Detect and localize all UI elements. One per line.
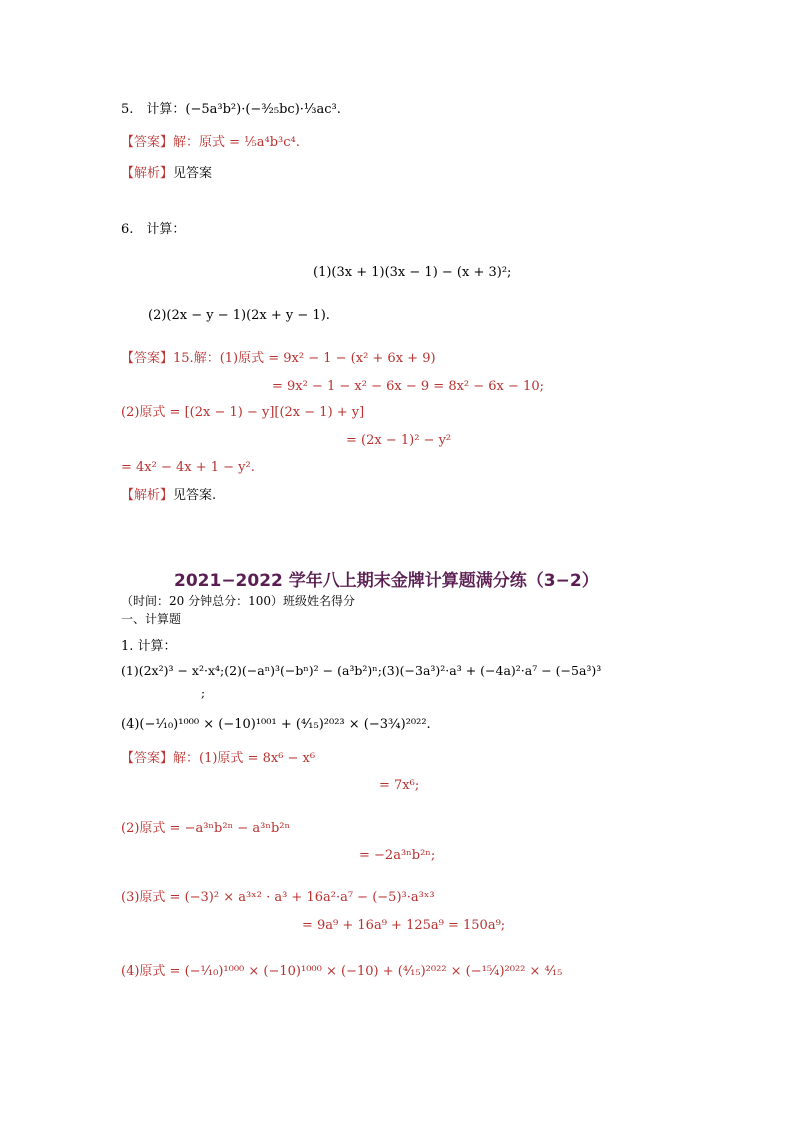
q6-part2: (2)(2x − y − 1)(2x + y − 1). (148, 308, 330, 323)
answer-text: 解：(1)原式 = 8x⁶ − x⁶ (173, 751, 316, 766)
analysis-tag: 【解析】 (121, 166, 174, 181)
answer-tag: 【答案】 (121, 351, 174, 366)
a1-line2: = 7x⁶; (379, 778, 420, 793)
a3-line1: (3)原式 = (−3)² × a³ˣ² · a³ + 16a²·a⁷ − (−5)³·a³ˣ³ (121, 890, 435, 905)
q5-question: 5. 计算：(−5a³b²)·(−³⁄₂₅bc)·⅓ac³. (121, 102, 341, 117)
analysis-text: 见答案 (173, 166, 213, 181)
section-title: 2021−2022 学年八上期末金牌计算题满分练（3−2） (174, 571, 599, 591)
answer-tag: 【答案】 (121, 135, 174, 150)
a2-line1: (2)原式 = −a³ⁿb²ⁿ − a³ⁿb²ⁿ (121, 821, 291, 836)
q6-answer-line5: = 4x² − 4x + 1 − y². (121, 460, 255, 475)
answer-tag: 【答案】 (121, 751, 174, 766)
q6-answer-line4: = (2x − 1)² − y² (346, 433, 452, 448)
q5-analysis (121, 165, 212, 183)
q6-answer-line3: (2)原式 = [(2x − 1) − y][(2x − 1) + y] (121, 405, 365, 420)
q5-answer (121, 134, 300, 152)
a1-line1 (121, 750, 315, 768)
q6-answer-line1 (121, 350, 436, 368)
a3-line2: = 9a⁹ + 16a⁹ + 125a⁹ = 150a⁹; (302, 918, 506, 933)
q6-question: 6. 计算： (121, 222, 186, 237)
q1-label: 1. 计算： (121, 639, 177, 654)
a2-line2: = −2a³ⁿb²ⁿ; (359, 848, 436, 863)
answer-text: 15.解：(1)原式 = 9x² − 1 − (x² + 6x + 9) (173, 351, 436, 366)
q1-parts: (1)(2x²)³ − x²·x⁴;(2)(−aⁿ)³(−bⁿ)² − (a³b²)ⁿ;(3)(−3a³)²·a³ + (−4a)²·a⁷ − (−5a³)³ (121, 663, 602, 678)
q6-answer-line2: = 9x² − 1 − x² − 6x − 9 = 8x² − 6x − 10; (272, 379, 544, 394)
q1-part4: (4)(−¹⁄₁₀)¹⁰⁰⁰ × (−10)¹⁰⁰¹ + (⁴⁄₁₅)²⁰²³ × (−3¾)²⁰²². (121, 717, 431, 732)
section-meta: （时间：20 分钟总分：100）班级姓名得分 (121, 594, 355, 608)
a4-line1: (4)原式 = (−¹⁄₁₀)¹⁰⁰⁰ × (−10)¹⁰⁰⁰ × (−10) + (⁴⁄₁₅)²⁰²² × (−¹⁵⁄₄)²⁰²² × ⁴⁄₁₅ (121, 964, 563, 979)
q6-analysis (121, 487, 216, 505)
q1-semicolon: ; (201, 686, 206, 700)
q6-part1: (1)(3x + 1)(3x − 1) − (x + 3)²; (313, 265, 512, 280)
analysis-text: 见答案. (173, 488, 217, 503)
analysis-tag: 【解析】 (121, 488, 174, 503)
answer-text: 解：原式 = ⅕a⁴b³c⁴. (173, 135, 300, 150)
section-heading: 一、计算题 (121, 612, 182, 626)
